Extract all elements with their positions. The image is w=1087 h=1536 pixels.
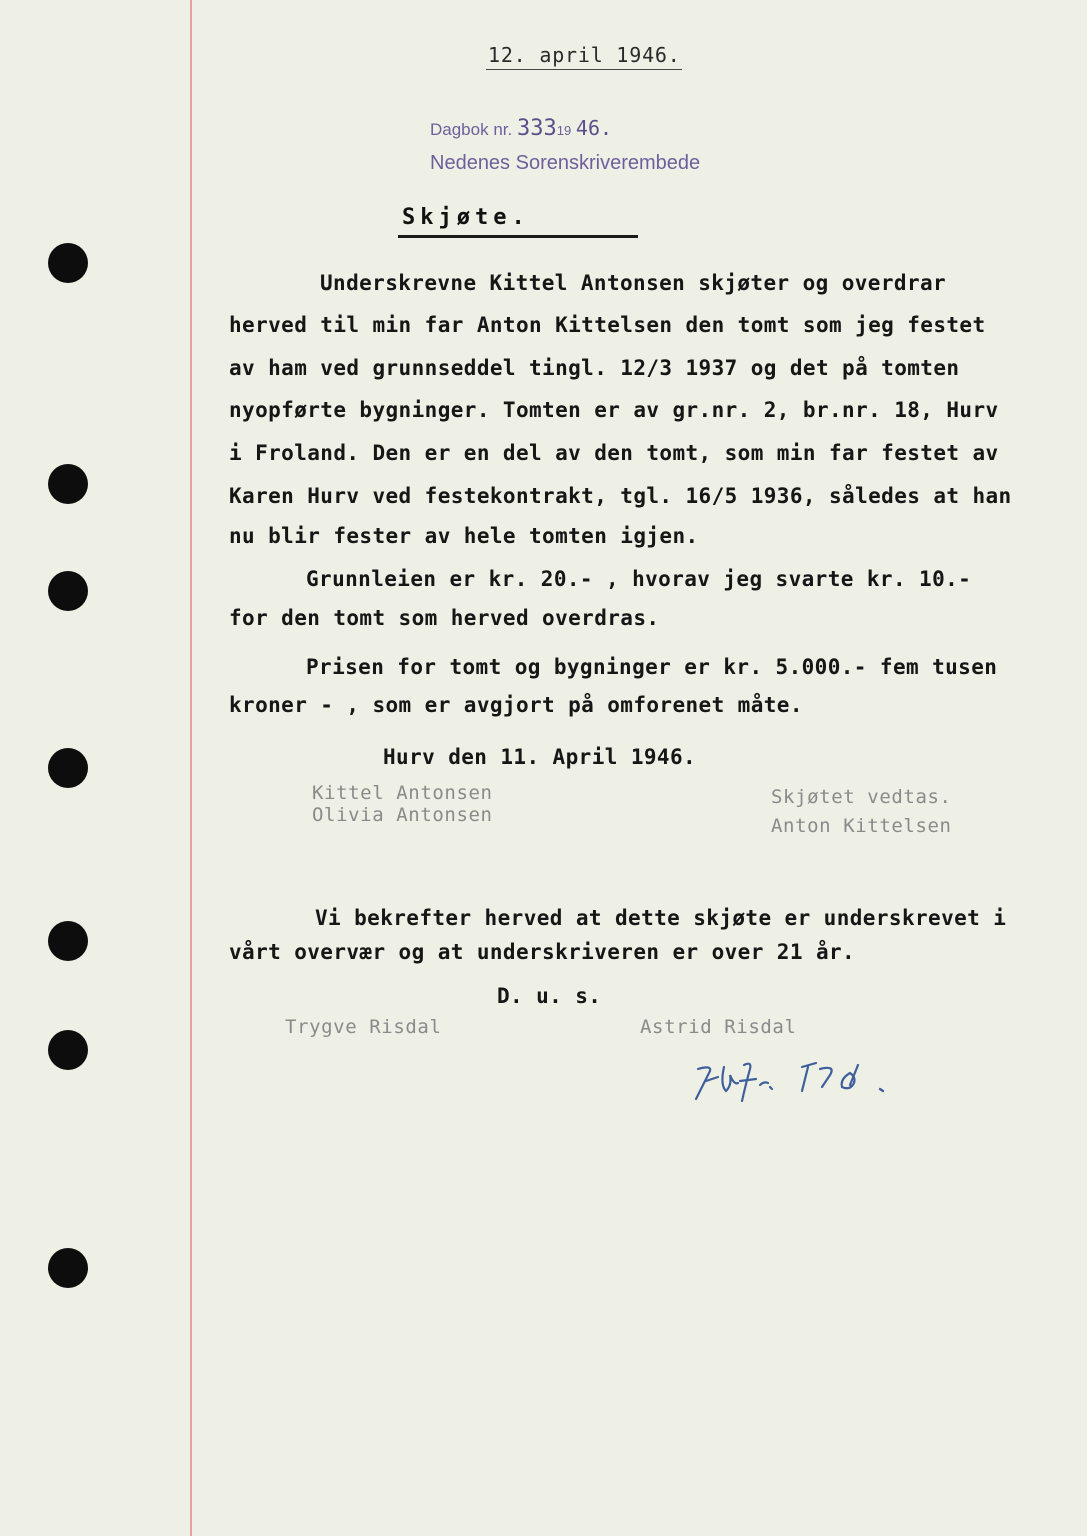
body-line: nyopførte bygninger. Tomten er av gr.nr. 2, br.nr. 18, Hurv [229, 398, 999, 422]
accept-note: Skjøtet vedtas. [771, 786, 952, 808]
punch-hole [48, 1030, 88, 1070]
body-line: kroner - , som er avgjort på omforenet måte. [229, 693, 803, 717]
witness-signature-1: Trygve Risdal [285, 1016, 442, 1038]
punch-hole [48, 748, 88, 788]
signature-seller-2: Olivia Antonsen [312, 804, 493, 826]
dagbok-stamp [430, 116, 612, 141]
dagbok-number: 333 [516, 116, 557, 141]
office-stamp: Nedenes Sorenskriverembede [430, 152, 701, 174]
witness-signature-2: Astrid Risdal [640, 1016, 797, 1038]
body-line: i Froland. Den er en del av den tomt, som min far festet av [229, 441, 999, 465]
handwritten-notation [690, 1055, 900, 1105]
body-line: Karen Hurv ved festekontrakt, tgl. 16/5 1936, således at han [229, 484, 1012, 508]
margin-line [190, 0, 192, 1536]
body-line: av ham ved grunnseddel tingl. 12/3 1937 og det på tomten [229, 356, 960, 380]
punch-hole [48, 921, 88, 961]
header-date-underline [486, 69, 682, 70]
signature-seller-1: Kittel Antonsen [312, 782, 493, 804]
dagbok-label: Dagbok nr. [430, 120, 513, 139]
punch-hole [48, 243, 88, 283]
place-date-line: Hurv den 11. April 1946. [383, 745, 697, 769]
body-line: nu blir fester av hele tomten igjen. [229, 524, 699, 548]
header-date: 12. april 1946. [488, 43, 681, 67]
body-line: for den tomt som herved overdras. [229, 606, 660, 630]
body-line: Underskrevne Kittel Antonsen skjøter og overdrar [320, 271, 947, 295]
witness-line: Vi bekrefter herved at dette skjøte er underskrevet i [315, 906, 1007, 930]
dus-abbreviation: D. u. s. [497, 984, 602, 1008]
body-line: herved til min far Anton Kittelsen den tomt som jeg festet [229, 313, 986, 337]
body-line: Prisen for tomt og bygninger er kr. 5.000.- fem tusen [306, 655, 998, 679]
witness-line: vårt overvær og at underskriveren er over 21 år. [229, 940, 856, 964]
body-line: Grunnleien er kr. 20.- , hvorav jeg svarte kr. 10.- [306, 567, 972, 591]
punch-hole [48, 571, 88, 611]
dagbok-year-prefix: 19 [556, 123, 572, 138]
dagbok-year-suffix: 46. [575, 116, 613, 140]
punch-hole [48, 1248, 88, 1288]
signature-buyer: Anton Kittelsen [771, 815, 952, 837]
document-title: Skjøte. [402, 205, 530, 230]
title-underline [398, 235, 638, 238]
punch-hole [48, 464, 88, 504]
